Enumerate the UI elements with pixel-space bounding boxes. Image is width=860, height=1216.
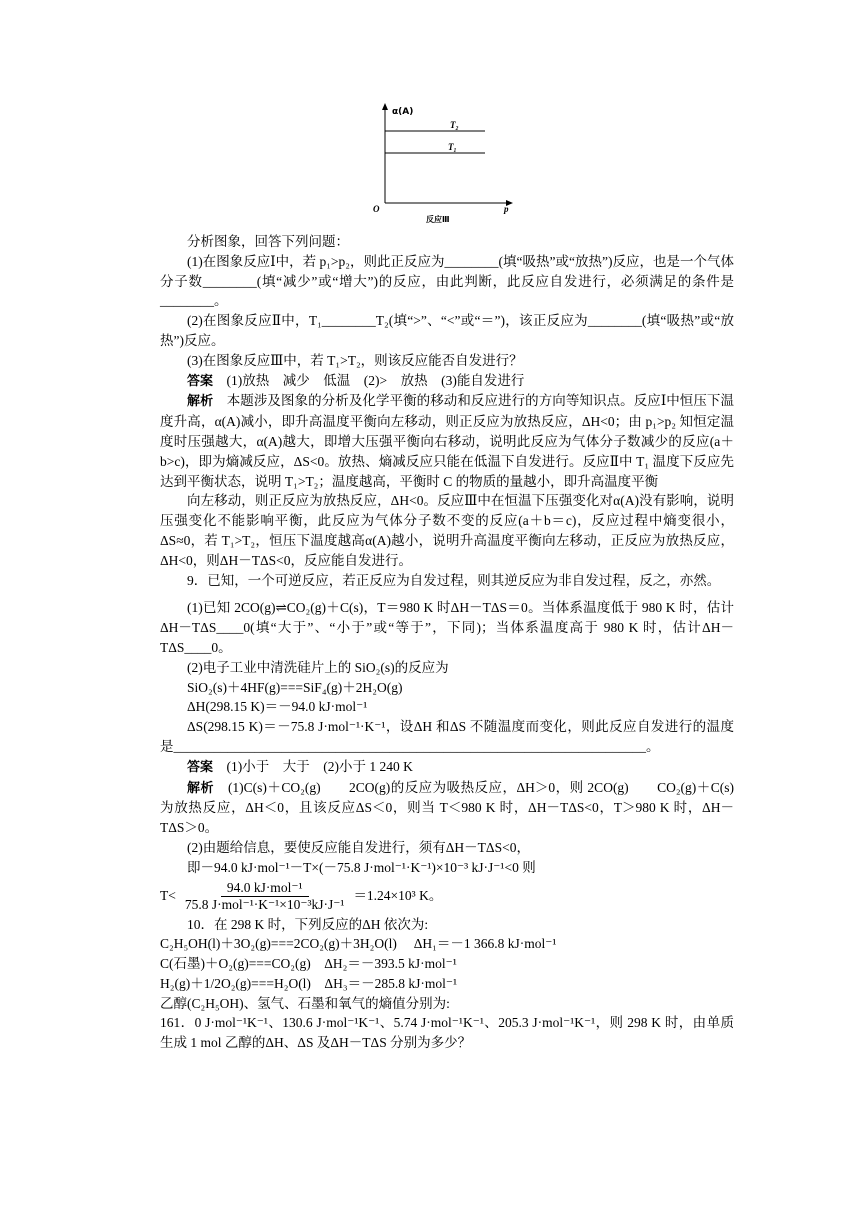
fraction — [179, 880, 351, 913]
y-axis-label: α(A) — [392, 107, 414, 117]
answer-9 — [160, 757, 734, 778]
reaction-iii-figure — [370, 100, 520, 230]
explanation-9-1 — [160, 778, 734, 838]
explanation-9-3: 即－94.0 kJ·mol⁻¹－T×(－75.8 J·mol⁻¹·K⁻¹)×10⁻³ kJ·J⁻¹<0 则 — [187, 859, 536, 875]
equation-hydrogen: H₂(g)＋1/2O₂(g)===H₂O(l) ΔH₃＝－285.8 kJ·mol⁻¹ — [160, 975, 457, 991]
figure-caption: 反应Ⅲ — [426, 215, 450, 224]
question-10: 10．在 298 K 时，下列反应的ΔH 依次为: — [187, 916, 429, 932]
entropy-intro: 乙醇(C₂H₅OH)、氢气、石墨和氧气的熵值分别为: — [160, 995, 450, 1011]
y-axis-arrow — [382, 103, 388, 110]
explanation-label: 解析 — [187, 394, 214, 410]
answer-8-text: (1)放热 减少 低温 (2)> 放热 (3)能自发进行 — [226, 372, 525, 388]
curve-t2-label: T₂ — [450, 120, 459, 130]
explanation-9-1-text: (1)C(s)＋CO₂(g) 2CO(g)的反应为吸热反应，ΔH＞0，则 2CO(g) CO₂(g)＋C(s)为放热反应，ΔH＜0，且该反应ΔS＜0，则当 T＜980 K 时，ΔH－TΔS<0，T＞980 K 时，ΔH－TΔS＞0。 — [160, 779, 734, 836]
enthalpy-value: ΔH(298.15 K)＝－94.0 kJ·mol⁻¹ — [187, 699, 368, 715]
question-8-1: (1)在图象反应Ⅰ中，若 p₁>p₂，则此正反应为________(填“吸热”或“放热”)反应，也是一个气体分子数________(填“减少”或“增大”)的反应，由此判断，此反应自发进行，必须满足的条件是________。 — [160, 253, 734, 309]
fraction-expression — [160, 880, 734, 913]
explanation-label: 解析 — [187, 780, 214, 796]
explanation-8a — [160, 391, 734, 491]
intro-text: 分析图象，回答下列问题： — [187, 234, 349, 249]
equation-sio2: SiO₂(s)＋4HF(g)===SiF₄(g)＋2H₂O(g) — [187, 679, 403, 695]
equation-ethanol: C₂H₅OH(l)＋3O₂(g)===2CO₂(g)＋3H₂O(l) ΔH₁＝－1 366.8 kJ·mol⁻¹ — [160, 936, 557, 952]
fraction-denominator: 75.8 J·mol⁻¹·K⁻¹×10⁻³kJ·J⁻¹ — [184, 896, 345, 912]
explanation-8b: 向左移动，则正反应为放热反应，ΔH<0。反应Ⅲ中在恒温下压强变化对α(A)没有影响，说明压强变化不能影响平衡，此反应为气体分子数不变的反应(a＋b＝c)，反应过程中熵变很小，ΔS≈0，若 T₁>T₂，恒压下温度越高α(A)越小，说明升高温度平衡向左移动，正反应为放热反应，ΔH<0，则ΔH－TΔS<0，反应能自发进行。 — [160, 493, 734, 568]
document-body — [160, 232, 734, 1053]
origin-label: O — [373, 204, 380, 214]
question-9-1: (1)已知 2CO(g)⇌CO₂(g)＋C(s)，T＝980 K 时ΔH－TΔS＝0。当体系温度低于 980 K 时，估计ΔH－TΔS____0(填“大于”、“小于”或“等于”，下同)；当体系温度高于 980 K 时，估计ΔH－TΔS____0。 — [160, 600, 734, 655]
question-8-2: (2)在图象反应Ⅱ中，T₁________T₂(填“>”、“<”或“＝”)，该正反应为________(填“吸热”或“放热”)反应。 — [160, 313, 734, 348]
explanation-8a-text: 本题涉及图象的分析及化学平衡的移动和反应进行的方向等知识点。反应Ⅰ中恒压下温度升高，α(A)减小，即升高温度平衡向左移动，则正反应为放热反应，ΔH<0；由 p₁>p₂ 知恒定温度时压强越大，α(A)越大，即增大压强平衡向右移动，说明此反应为气体分子数减少的反应(a＋b>c)，即为熵减反应，ΔS<0。放热、熵减反应只能在低温下自发进行。反应Ⅱ中 T₁ 温度下反应先达到平衡状态，说明 T₁>T₂；温度越高，平衡时 C 的物质的量越小，即升高温度平衡 — [160, 393, 734, 489]
answer-9-text: (1)小于 大于 (2)小于 1 240 K — [226, 758, 413, 774]
fraction-numerator: 94.0 kJ·mol⁻¹ — [221, 880, 309, 897]
curve-t1-label: T₁ — [448, 142, 457, 152]
answer-label: 答案 — [187, 373, 214, 389]
question-9: 9．已知，一个可逆反应，若正反应为自发过程，则其逆反应为非自发过程，反之，亦然。 — [187, 572, 721, 588]
x-axis-label: p — [504, 204, 509, 214]
answer-label: 答案 — [187, 759, 214, 775]
entropy-value: ΔS(298.15 K)＝－75.8 J·mol⁻¹·K⁻¹，设ΔH 和ΔS 不随温度而变化，则此反应自发进行的温度是______________________________________________________________________。 — [160, 719, 734, 754]
question-9-2: (2)电子工业中清洗硅片上的 SiO₂(s)的反应为 — [187, 659, 449, 675]
fraction-rhs: ＝1.24×10³ K。 — [353, 888, 443, 904]
explanation-9-2: (2)由题给信息，要使反应能自发进行，须有ΔH－TΔS<0， — [187, 839, 530, 855]
question-8-3: (3)在图象反应Ⅲ中，若 T₁>T₂，则该反应能否自发进行？ — [187, 352, 523, 368]
entropy-values: 161．0 J·mol⁻¹K⁻¹、130.6 J·mol⁻¹K⁻¹、5.74 J·mol⁻¹K⁻¹、205.3 J·mol⁻¹K⁻¹，则 298 K 时，由单质生成 1 mol 乙醇的ΔH、ΔS 及ΔH－TΔS 分别为多少？ — [160, 1015, 734, 1051]
fraction-lhs: T< — [160, 888, 176, 904]
equation-graphite: C(石墨)＋O₂(g)===CO₂(g) ΔH₂＝－393.5 kJ·mol⁻¹ — [160, 956, 457, 972]
answer-8 — [160, 371, 734, 392]
